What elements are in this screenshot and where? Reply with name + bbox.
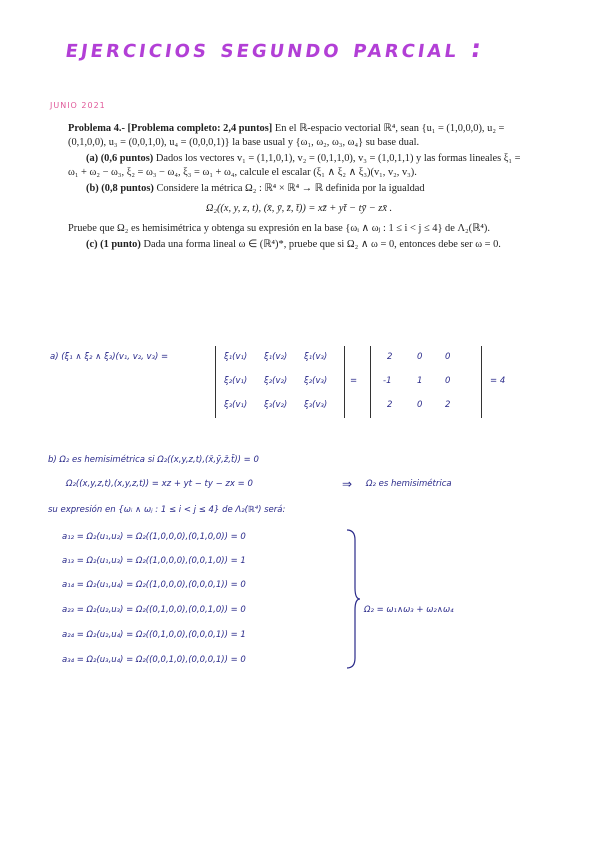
answer-a-result: = 4	[490, 376, 506, 386]
answer-a-lhs: a) (ξ₁ ∧ ξ₂ ∧ ξ₃)(v₁, v₂, v₃) =	[50, 352, 169, 362]
coefficient-line: a₃₄ = Ω₂(u₃,u₄) = Ω₂((0,0,1,0),(0,0,0,1)) = 0	[62, 655, 246, 665]
num-cell: 2	[387, 352, 393, 362]
det-cell: ξ₃(v₂)	[264, 400, 288, 410]
det-cell: ξ₂(v₁)	[224, 376, 248, 386]
answer-b-line2: Ω₂((x,y,z,t),(x,y,z,t)) = xz + yt − ty − zx = 0	[66, 479, 253, 489]
curly-brace	[343, 528, 361, 670]
part-b-label: (b) (0,8 puntos)	[86, 183, 154, 194]
num-cell: 0	[417, 352, 423, 362]
answer-b-line3: su expresión en {ωᵢ ∧ ωⱼ : 1 ≤ i < j ≤ 4} de Λ₂(ℝ⁴) será:	[48, 505, 286, 515]
answer-b-result: Ω₂ = ω₁∧ω₃ + ω₂∧ω₄	[364, 605, 454, 615]
part-b-text: Considere la métrica Ω₂ : ℝ⁴ × ℝ⁴ → ℝ definida por la igualdad	[156, 183, 425, 194]
coefficient-line: a₁₂ = Ω₂(u₁,u₂) = Ω₂((1,0,0,0),(0,1,0,0)) = 0	[62, 532, 246, 542]
det-cell: ξ₃(v₁)	[224, 400, 248, 410]
date-label: JUNIO 2021	[50, 101, 106, 110]
coefficient-line: a₂₄ = Ω₂(u₂,u₄) = Ω₂((0,1,0,0),(0,0,0,1)) = 1	[62, 630, 246, 640]
det-cell: ξ₁(v₂)	[264, 352, 288, 362]
part-b-formula: Ω₂((x, y, z, t), (x̄, ȳ, z̄, t̄)) = xz̄ + yt̄ − tȳ − zx̄ .	[205, 203, 393, 214]
det-cell: ξ₁(v₃)	[304, 352, 328, 362]
answer-b-line1: b) Ω₂ es hemisimétrica si Ω₂((x,y,z,t),(x̄,ȳ,z̄,t̄)) = 0	[48, 455, 259, 465]
num-cell: 1	[417, 376, 423, 386]
determinant-symbolic	[215, 346, 345, 418]
num-cell: 0	[417, 400, 423, 410]
problem-intro: En el ℝ-espacio vectorial ℝ⁴, sean {u₁ = (1,0,0,0), u₂ = (0,1,0,0), u₃ = (0,0,1,0), u₄ = (0,0,0,1)} la base usual y {ω₁, ω₂, ω₃, ω₄} su base dual.	[68, 123, 505, 148]
num-cell: 0	[445, 352, 451, 362]
num-cell: 2	[387, 400, 393, 410]
determinant-numeric	[370, 346, 482, 418]
det-cell: ξ₁(v₁)	[224, 352, 248, 362]
det-cell: ξ₃(v₃)	[304, 400, 328, 410]
part-c-text: Dada una forma lineal ω ∈ (ℝ⁴)*, pruebe que si Ω₂ ∧ ω = 0, entonces debe ser ω = 0.	[143, 239, 501, 250]
num-cell: -1	[383, 376, 392, 386]
coefficient-line: a₁₄ = Ω₂(u₁,u₄) = Ω₂((1,0,0,0),(0,0,0,1)) = 0	[62, 580, 246, 590]
num-cell: 2	[445, 400, 451, 410]
answer-b-conclusion: Ω₂ es hemisimétrica	[366, 479, 452, 489]
implies-arrow: ⇒	[342, 477, 353, 491]
det-cell: ξ₂(v₃)	[304, 376, 328, 386]
problem-statement	[68, 122, 530, 254]
page-title: ejercicios segundo parcial :	[63, 34, 486, 63]
part-c-label: (c) (1 punto)	[86, 239, 141, 250]
part-b-text2: Pruebe que Ω₂ es hemisimétrica y obtenga su expresión en la base {ωᵢ ∧ ωⱼ : 1 ≤ i < j ≤ 4} de Λ₂(ℝ⁴).	[68, 223, 490, 234]
num-cell: 0	[445, 376, 451, 386]
part-a-text: Dados los vectores v₁ = (1,1,0,1), v₂ = (0,1,1,0), v₃ = (1,0,1,1) y las formas lineales ξ₁ = ω₁ + ω₂ − ω₃, ξ₂ = ω₃ − ω₄, ξ₃ = ω₁ + ω₄, calcule el escalar (ξ₁ ∧ ξ₂ ∧ ξ₃)(v₁, v₂, v₃).	[68, 153, 521, 178]
part-a-label: (a) (0,6 puntos)	[86, 153, 154, 164]
problem-heading: Problema 4.- [Problema completo: 2,4 puntos]	[68, 123, 273, 134]
coefficient-line: a₁₃ = Ω₂(u₁,u₃) = Ω₂((1,0,0,0),(0,0,1,0)) = 1	[62, 556, 246, 566]
det-cell: ξ₂(v₂)	[264, 376, 288, 386]
coefficient-line: a₂₃ = Ω₂(u₂,u₃) = Ω₂((0,1,0,0),(0,0,1,0)) = 0	[62, 605, 246, 615]
equals-sign: =	[350, 376, 358, 386]
